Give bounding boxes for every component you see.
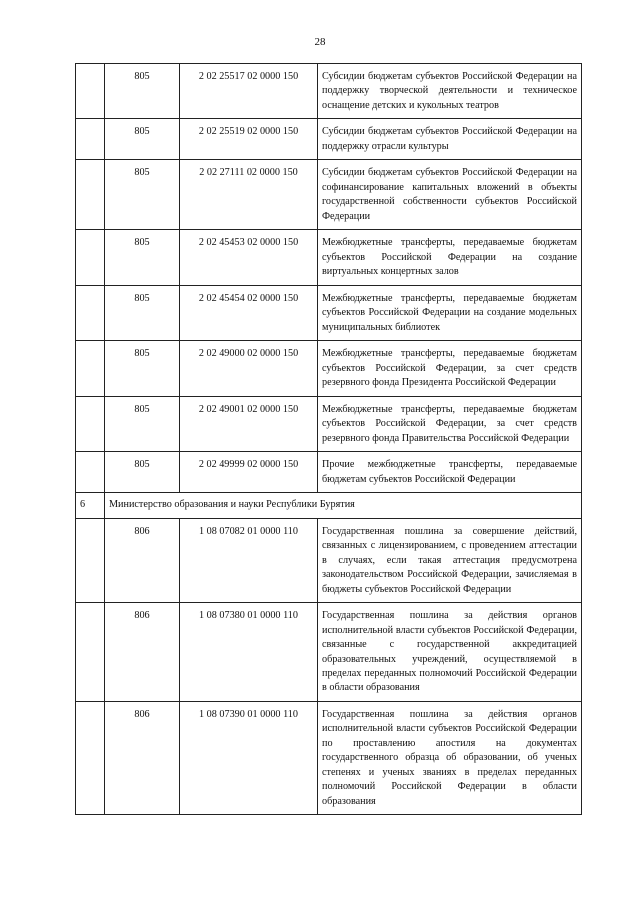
- budget-code-cell: 2 02 25517 02 0000 150: [180, 64, 318, 119]
- budget-code-cell: 2 02 49999 02 0000 150: [180, 452, 318, 493]
- ministry-number: 6: [76, 493, 105, 518]
- revenue-name-cell: Межбюджетные трансферты, передаваемые бюджетам субъектов Российской Федерации, за счет средств резервного фонда Президента Российской Федерации: [318, 341, 582, 396]
- revenue-name-cell: Государственная пошлина за действия органов исполнительной власти субъектов Российской Федерации, связанные с государственной аккредитацией образовательных учреждений, осуществляемой в пределах переданных полномочий Российской Федерации в области образования: [318, 603, 582, 702]
- budget-code-cell: 1 08 07380 01 0000 110: [180, 603, 318, 702]
- table-row: [76, 119, 582, 160]
- budget-code-cell: 2 02 45453 02 0000 150: [180, 230, 318, 285]
- budget-revenue-table: [75, 63, 582, 815]
- table-row: [76, 64, 582, 119]
- row-number-cell: [76, 64, 105, 119]
- budget-code-cell: 2 02 49000 02 0000 150: [180, 341, 318, 396]
- page-number: 28: [314, 36, 326, 48]
- admin-code-cell: 805: [105, 285, 180, 340]
- budget-code-cell: 1 08 07082 01 0000 110: [180, 518, 318, 602]
- admin-code-cell: 805: [105, 396, 180, 451]
- budget-code-cell: 2 02 49001 02 0000 150: [180, 396, 318, 451]
- row-number-cell: [76, 160, 105, 230]
- budget-code-cell: 2 02 25519 02 0000 150: [180, 119, 318, 160]
- row-number-cell: [76, 341, 105, 396]
- admin-code-cell: 806: [105, 603, 180, 702]
- table-row: [76, 341, 582, 396]
- row-number-cell: [76, 230, 105, 285]
- admin-code-cell: 805: [105, 160, 180, 230]
- revenue-name-cell: Субсидии бюджетам субъектов Российской Федерации на поддержку творческой деятельности и техническое оснащение детских и кукольных театров: [318, 64, 582, 119]
- admin-code-cell: 805: [105, 452, 180, 493]
- revenue-name-cell: Межбюджетные трансферты, передаваемые бюджетам субъектов Российской Федерации на создание модельных муниципальных библиотек: [318, 285, 582, 340]
- revenue-name-cell: Субсидии бюджетам субъектов Российской Федерации на поддержку отрасли культуры: [318, 119, 582, 160]
- row-number-cell: [76, 701, 105, 814]
- revenue-name-cell: Субсидии бюджетам субъектов Российской Федерации на софинансирование капитальных вложений в объекты государственной собственности субъектов Российской Федерации: [318, 160, 582, 230]
- row-number-cell: [76, 518, 105, 602]
- admin-code-cell: 806: [105, 518, 180, 602]
- table-row: [76, 518, 582, 602]
- ministry-header-row: [76, 493, 582, 518]
- table-row: [76, 396, 582, 451]
- revenue-name-cell: Прочие межбюджетные трансферты, передаваемые бюджетам субъектов Российской Федерации: [318, 452, 582, 493]
- budget-code-cell: 1 08 07390 01 0000 110: [180, 701, 318, 814]
- admin-code-cell: 805: [105, 64, 180, 119]
- table-row: [76, 452, 582, 493]
- revenue-name-cell: Государственная пошлина за действия органов исполнительной власти субъектов Российской Федерации по проставлению апостиля на документах государственного образца об образовании, об ученых степенях и ученых званиях в пределах переданных полномочий Российской Федерации в области образования: [318, 701, 582, 814]
- budget-code-cell: 2 02 27111 02 0000 150: [180, 160, 318, 230]
- table-row: [76, 701, 582, 814]
- row-number-cell: [76, 396, 105, 451]
- revenue-name-cell: Государственная пошлина за совершение действий, связанных с лицензированием, с проведением аттестации в случаях, если такая аттестация предусмотрена законодательством Российской Федерации, зачисляемая в бюджеты субъектов Российской Федерации: [318, 518, 582, 602]
- admin-code-cell: 806: [105, 701, 180, 814]
- admin-code-cell: 805: [105, 119, 180, 160]
- table-row: [76, 230, 582, 285]
- budget-code-cell: 2 02 45454 02 0000 150: [180, 285, 318, 340]
- table-row: [76, 160, 582, 230]
- row-number-cell: [76, 285, 105, 340]
- admin-code-cell: 805: [105, 230, 180, 285]
- row-number-cell: [76, 119, 105, 160]
- revenue-name-cell: Межбюджетные трансферты, передаваемые бюджетам субъектов Российской Федерации, за счет средств резервного фонда Правительства Российской Федерации: [318, 396, 582, 451]
- revenue-name-cell: Межбюджетные трансферты, передаваемые бюджетам субъектов Российской Федерации на создание виртуальных концертных залов: [318, 230, 582, 285]
- ministry-title: Министерство образования и науки Республики Бурятия: [105, 493, 582, 518]
- row-number-cell: [76, 603, 105, 702]
- row-number-cell: [76, 452, 105, 493]
- table-row: [76, 603, 582, 702]
- table-row: [76, 285, 582, 340]
- admin-code-cell: 805: [105, 341, 180, 396]
